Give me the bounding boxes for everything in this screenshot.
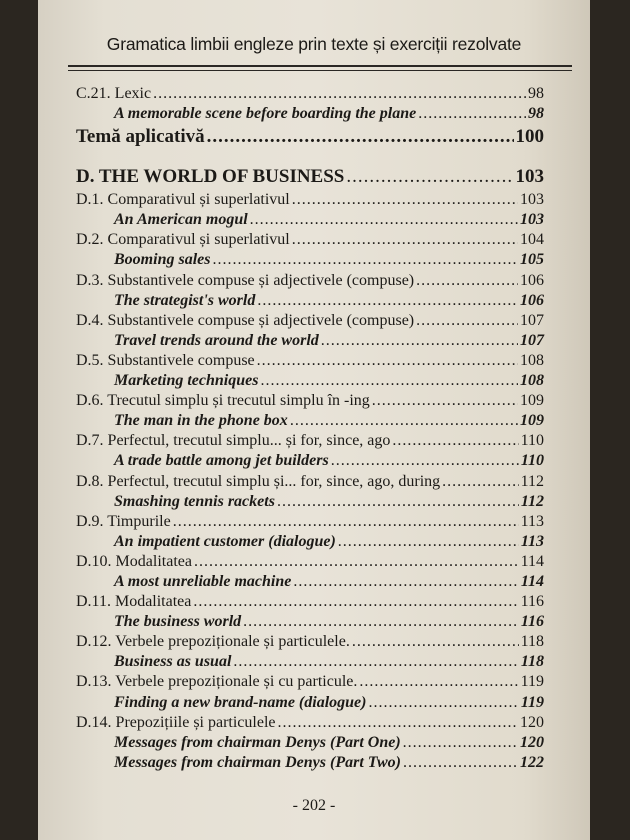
toc-entry-label: Booming sales [114, 251, 211, 269]
dot-leader [359, 672, 518, 692]
toc-entry-page: 112 [520, 472, 544, 490]
dot-leader [442, 472, 518, 492]
toc-entry-label: An impatient customer (dialogue) [114, 532, 336, 550]
toc-entry-label: D.2. Comparativul și superlativul [76, 231, 290, 249]
dot-leader [194, 552, 519, 572]
toc-entry-label: C.21. Lexic [76, 85, 152, 102]
toc-entry-page: 114 [520, 552, 544, 570]
toc-subentry [76, 104, 544, 124]
toc-entry-page: 107 [520, 331, 544, 349]
toc-entry-page: 116 [520, 593, 544, 611]
toc-entry-page: 110 [520, 432, 544, 450]
dot-leader [250, 210, 518, 230]
toc-entry-label: Finding a new brand-name (dialogue) [114, 693, 367, 711]
toc-entry-label: D.9. Timpurile [76, 512, 171, 530]
toc-entry [76, 431, 544, 451]
toc-entry-label: A most unreliable machine [114, 572, 292, 590]
toc-entry-label: A memorable scene before boarding the plane [114, 105, 417, 123]
dot-leader [368, 693, 518, 713]
toc-entry [76, 351, 544, 371]
toc-entry-page: 98 [528, 105, 544, 123]
toc-entry-page: 122 [520, 753, 544, 771]
toc-entry-label: D.10. Modalitatea [76, 552, 192, 570]
toc-entry-label: D.5. Substantivele compuse [76, 351, 255, 369]
toc-subentry [76, 492, 544, 512]
toc-subentry [76, 371, 544, 391]
toc-entry-page: 119 [520, 693, 544, 711]
toc-entry-page: 109 [520, 392, 544, 410]
dot-leader [338, 532, 519, 552]
toc-entry-page: 112 [520, 492, 544, 510]
toc-entry-label: The business world [114, 613, 242, 631]
toc-subentry [76, 733, 544, 753]
dot-leader [278, 713, 519, 733]
toc-entry-label: Messages from chairman Denys (Part One) [114, 733, 401, 751]
toc-entry-page: 98 [528, 85, 544, 102]
toc-entry-page: 108 [520, 372, 544, 390]
toc-subentry [76, 532, 544, 552]
toc-entry-label: D.12. Verbele prepoziționale și particulele. [76, 633, 350, 651]
dot-leader [207, 124, 514, 150]
toc-entry-label: An American mogul [114, 211, 248, 229]
toc-entry-label: D.8. Perfectul, trecutul simplu și... for, since, ago, during [76, 472, 441, 490]
toc-entry-page: 107 [520, 311, 544, 329]
toc-entry [76, 84, 544, 104]
toc-entry-label: D.14. Prepozițiile și particulele [76, 713, 276, 731]
toc-subentry [76, 612, 544, 632]
toc-entry [76, 552, 544, 572]
toc-entry-page: 103 [520, 211, 544, 229]
toc-entry-label: Temă aplicativă [76, 126, 205, 148]
dot-leader [403, 733, 518, 753]
page-number: - 202 - [292, 797, 336, 814]
dot-leader [173, 512, 519, 532]
toc-entry [76, 124, 544, 150]
dot-leader [418, 104, 526, 124]
dot-leader [416, 311, 518, 331]
toc-entry-page: 120 [520, 713, 544, 731]
toc-entry-page: 113 [520, 512, 544, 530]
dot-leader [352, 632, 519, 652]
dot-leader [293, 572, 519, 592]
dot-leader [346, 164, 513, 190]
section-gap [76, 150, 544, 164]
dot-leader [257, 291, 518, 311]
toc-entry-page: 106 [520, 291, 544, 309]
toc-entry-page: 106 [520, 271, 544, 289]
toc-entry-label: Smashing tennis rackets [114, 492, 275, 510]
toc-entry-label: A trade battle among jet builders [114, 452, 329, 470]
toc-subentry [76, 250, 544, 270]
toc-entry-page: 105 [520, 251, 544, 269]
toc-entry-page: 103 [515, 166, 544, 188]
dot-leader [233, 652, 518, 672]
toc-subentry [76, 753, 544, 773]
toc-entry-page: 104 [520, 231, 544, 249]
toc-entry-page: 116 [520, 613, 544, 631]
dot-leader [212, 250, 518, 270]
toc-entry [76, 672, 544, 692]
dot-leader [292, 230, 518, 250]
dot-leader [416, 271, 518, 291]
toc-subentry [76, 451, 544, 471]
running-header: Gramatica limbii engleze prin texte și exerciții rezolvate [106, 34, 522, 54]
toc-entry-label: Business as usual [114, 653, 232, 671]
table-of-contents [76, 84, 544, 773]
toc-entry [76, 592, 544, 612]
toc-entry [76, 512, 544, 532]
toc-entry [76, 311, 544, 331]
dot-leader [292, 190, 518, 210]
toc-entry-label: D. THE WORLD OF BUSINESS [76, 166, 345, 188]
dot-leader [243, 612, 519, 632]
toc-entry-page: 118 [520, 653, 544, 671]
toc-entry-label: D.6. Trecutul simplu și trecutul simplu în -ing [76, 392, 370, 410]
toc-entry [76, 271, 544, 291]
toc-subentry [76, 411, 544, 431]
toc-entry-label: D.11. Modalitatea [76, 593, 192, 611]
toc-entry-page: 110 [520, 452, 544, 470]
dot-leader [392, 431, 518, 451]
toc-subentry [76, 572, 544, 592]
toc-entry-page: 120 [520, 733, 544, 751]
toc-subentry [76, 291, 544, 311]
book-page [38, 0, 590, 840]
toc-entry-label: The strategist's world [114, 291, 256, 309]
dot-leader [260, 371, 518, 391]
toc-entry-page: 119 [520, 673, 544, 691]
toc-entry [76, 713, 544, 733]
dot-leader [277, 492, 519, 512]
dot-leader [193, 592, 518, 612]
header-rule-thick [68, 65, 572, 67]
toc-subentry [76, 693, 544, 713]
dot-leader [321, 331, 518, 351]
dot-leader [257, 351, 518, 371]
toc-entry-page: 100 [515, 126, 544, 148]
dot-leader [290, 411, 518, 431]
toc-entry-page: 118 [520, 633, 544, 651]
toc-entry-page: 114 [520, 572, 544, 590]
toc-entry-page: 103 [520, 191, 544, 209]
toc-entry-page: 108 [520, 351, 544, 369]
toc-entry-page: 109 [520, 412, 544, 430]
toc-entry [76, 391, 544, 411]
toc-subentry [76, 652, 544, 672]
toc-entry-page: 113 [520, 532, 544, 550]
toc-entry [76, 230, 544, 250]
toc-entry-label: D.13. Verbele prepoziționale și cu particule. [76, 673, 358, 691]
toc-entry-label: D.3. Substantivele compuse și adjectivele (compuse) [76, 271, 415, 289]
toc-entry-label: D.4. Substantivele compuse și adjectivele (compuse) [76, 311, 415, 329]
toc-entry-label: Marketing techniques [114, 372, 259, 390]
header-rule-thin [68, 70, 572, 71]
toc-entry-label: D.7. Perfectul, trecutul simplu... și for, since, ago [76, 432, 391, 450]
toc-entry [76, 190, 544, 210]
toc-entry-label: Travel trends around the world [114, 331, 319, 349]
toc-subentry [76, 210, 544, 230]
dot-leader [372, 391, 518, 411]
toc-entry [76, 472, 544, 492]
dot-leader [153, 84, 526, 104]
dot-leader [403, 753, 518, 773]
toc-entry [76, 632, 544, 652]
toc-subentry [76, 331, 544, 351]
dot-leader [331, 451, 519, 471]
toc-section-heading [76, 164, 544, 190]
toc-entry-label: D.1. Comparativul și superlativul [76, 191, 290, 209]
toc-entry-label: The man in the phone box [114, 412, 288, 430]
toc-entry-label: Messages from chairman Denys (Part Two) [114, 753, 401, 771]
